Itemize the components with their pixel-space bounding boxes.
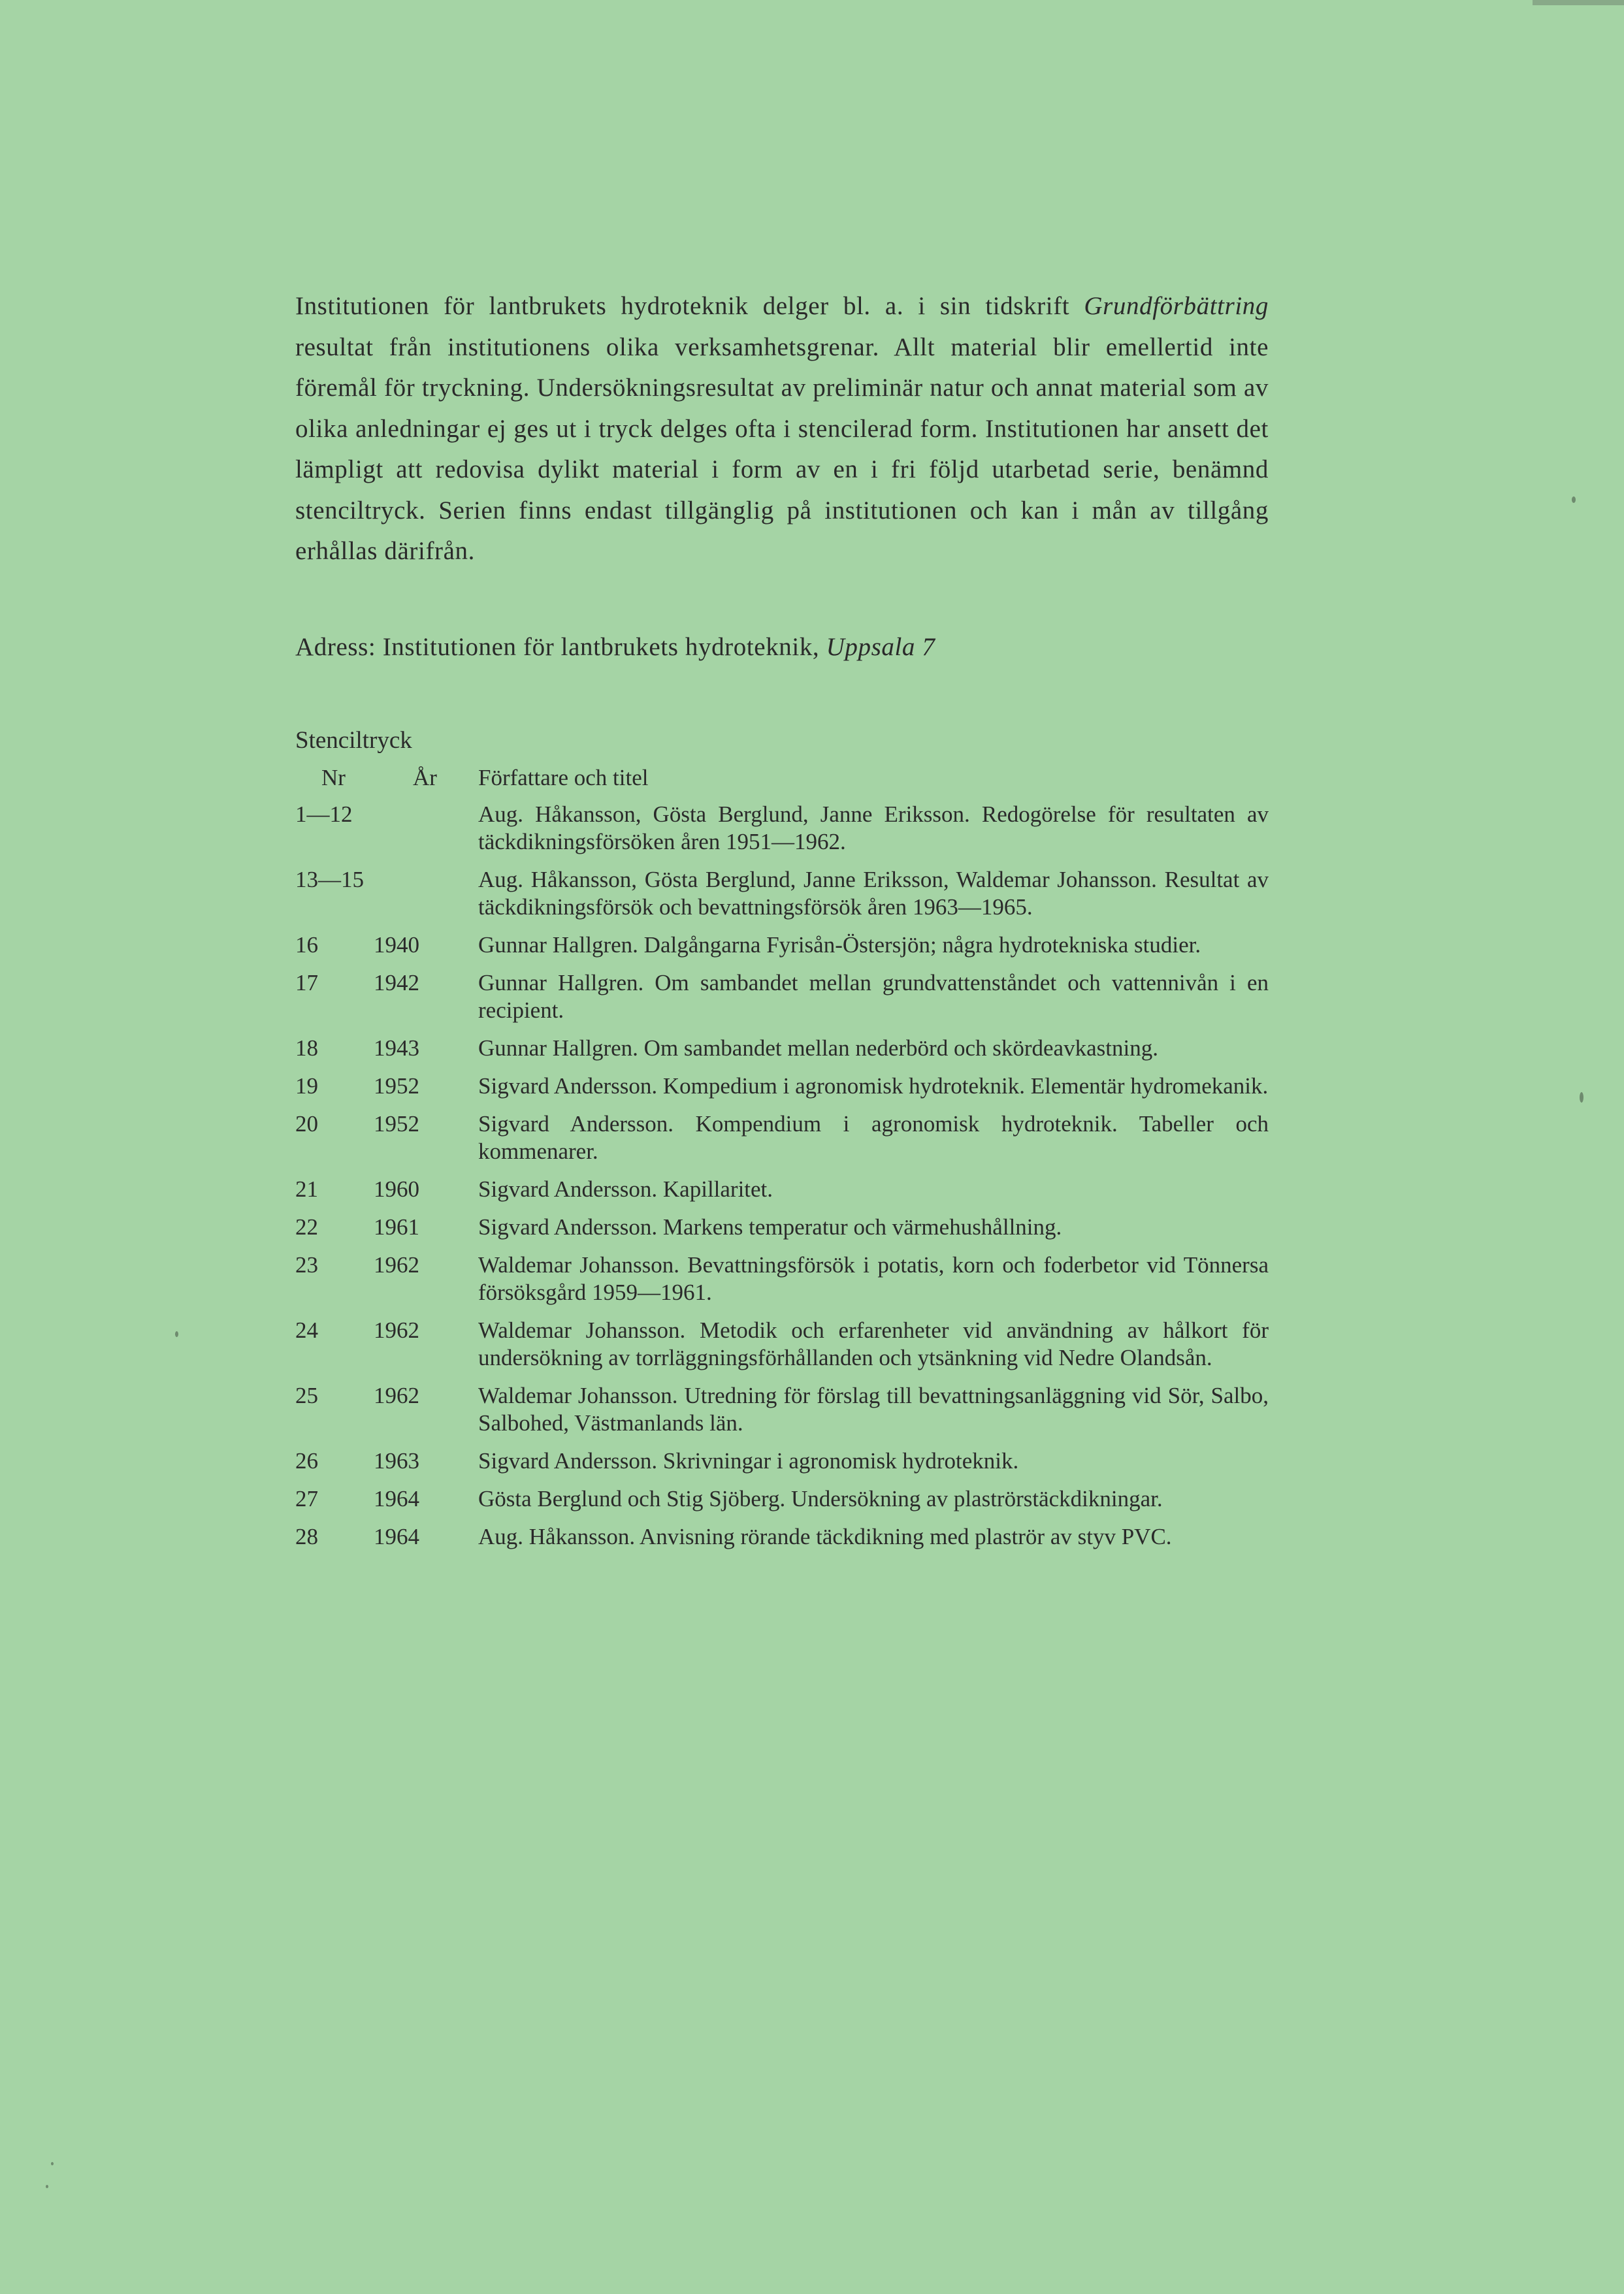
intro-text-start: Institutionen för lantbrukets hydroteknik delger bl. a. i sin tidskrift: [295, 292, 1084, 320]
item-text: Sigvard Andersson. Kompedium i agronomisk hydroteknik. Elementär hydromekanik.: [478, 1073, 1269, 1099]
list-item: [295, 1176, 1269, 1203]
item-nr: 28: [295, 1524, 318, 1549]
item-nr: 18: [295, 1035, 318, 1061]
list-item: [295, 866, 1269, 921]
item-text: Waldemar Johansson. Metodik och erfarenheter vid användning av hålkort för undersökning av torrläggningsförhållanden och ytsänkning vid Nedre Olandsån.: [478, 1317, 1269, 1370]
item-text: Gunnar Hallgren. Om sambandet mellan grundvattenståndet och vattennivån i en recipient.: [478, 970, 1269, 1023]
journal-title: Grundförbättring: [1084, 292, 1269, 320]
item-nr: 26: [295, 1448, 318, 1474]
item-nr: 24: [295, 1317, 318, 1343]
address-line: [295, 627, 1269, 668]
publication-list: [295, 764, 1269, 1561]
item-year: [374, 801, 478, 856]
list-item: [295, 1035, 1269, 1062]
item-text: Waldemar Johansson. Bevattningsförsök i potatis, korn och foderbetor vid Tönnersa försöksgård 1959—1961.: [478, 1252, 1269, 1305]
item-year: 1962: [374, 1252, 419, 1278]
scan-speck: [46, 2185, 48, 2188]
intro-text-rest: resultat från institutionens olika verksamhetsgrenar. Allt material blir emellertid inte föremål för tryckning. Undersökningsresultat av preliminär natur och annat material som av olika anledningar ej ges ut i tryck delges ofta i stencilerad form. Institutionen har ansett det lämpligt att redovisa dylikt material i form av en i fri följd utarbetad serie, benämnd stenciltryck. Serien finns endast tillgänglig på institutionen och kan i mån av tillgång erhållas därifrån.: [295, 332, 1269, 565]
item-year: 1964: [374, 1486, 419, 1511]
list-item: [295, 1214, 1269, 1241]
scan-speck: [1572, 496, 1576, 503]
item-nr: 22: [295, 1214, 318, 1240]
item-year: 1963: [374, 1448, 419, 1474]
item-text: Aug. Håkansson, Gösta Berglund, Janne Eriksson, Waldemar Johansson. Resultat av täckdikningsförsök och bevattningsförsök åren 1963—1965.: [478, 867, 1269, 920]
item-text: Waldemar Johansson. Utredning för förslag till bevattningsanläggning vid Sör, Salbo, Salbohed, Västmanlands län.: [478, 1383, 1269, 1436]
address-label: Adress: Institutionen för lantbrukets hydroteknik,: [295, 633, 826, 661]
item-year: [374, 866, 478, 921]
list-item: [295, 1523, 1269, 1551]
item-year: 1940: [374, 932, 419, 958]
item-nr: 19: [295, 1073, 318, 1099]
list-item: [295, 969, 1269, 1024]
scan-speck: [51, 2162, 54, 2165]
item-text: Sigvard Andersson. Markens temperatur och värmehushållning.: [478, 1214, 1062, 1240]
item-text: Gösta Berglund och Stig Sjöberg. Undersökning av plaströrstäckdikningar.: [478, 1486, 1163, 1511]
item-text: Sigvard Andersson. Kompendium i agronomisk hydroteknik. Tabeller och kommenarer.: [478, 1111, 1269, 1164]
address-city: Uppsala 7: [826, 633, 935, 661]
item-text: Aug. Håkansson, Gösta Berglund, Janne Eriksson. Redogörelse för resultaten av täckdikningsförsöken åren 1951—1962.: [478, 801, 1269, 854]
item-nr: 23: [295, 1252, 318, 1278]
list-item: [295, 1382, 1269, 1437]
list-item: [295, 931, 1269, 959]
item-text: Sigvard Andersson. Skrivningar i agronomisk hydroteknik.: [478, 1448, 1019, 1474]
item-year: 1952: [374, 1111, 419, 1137]
scan-speck: [175, 1331, 178, 1337]
item-year: 1952: [374, 1073, 419, 1099]
scan-edge-shadow: [1533, 0, 1624, 5]
item-year: 1964: [374, 1524, 419, 1549]
list-item: [295, 1252, 1269, 1306]
list-item: [295, 1317, 1269, 1372]
item-nr: 16: [295, 932, 318, 958]
item-nr: 1—12: [295, 801, 353, 827]
list-item: [295, 801, 1269, 856]
list-item: [295, 1447, 1269, 1475]
item-text: Gunnar Hallgren. Om sambandet mellan nederbörd och skördeavkastning.: [478, 1035, 1158, 1061]
series-title: Stenciltryck: [295, 727, 412, 754]
item-year: 1960: [374, 1176, 419, 1202]
item-year: 1961: [374, 1214, 419, 1240]
item-nr: 20: [295, 1111, 318, 1137]
item-nr: 13—15: [295, 867, 364, 892]
item-year: 1962: [374, 1317, 419, 1343]
item-text: Gunnar Hallgren. Dalgångarna Fyrisån-Östersjön; några hydrotekniska studier.: [478, 932, 1201, 958]
header-author-title: Författare och titel: [478, 765, 649, 790]
item-year: 1943: [374, 1035, 419, 1061]
item-year: 1962: [374, 1383, 419, 1408]
intro-paragraph: [295, 286, 1269, 572]
item-nr: 17: [295, 970, 318, 995]
item-nr: 25: [295, 1383, 318, 1408]
item-nr: 27: [295, 1486, 318, 1511]
list-item: [295, 1110, 1269, 1165]
list-header: [295, 764, 1269, 792]
item-text: Sigvard Andersson. Kapillaritet.: [478, 1176, 773, 1202]
item-nr: 21: [295, 1176, 318, 1202]
item-year: 1942: [374, 970, 419, 995]
list-item: [295, 1073, 1269, 1100]
item-text: Aug. Håkansson. Anvisning rörande täckdikning med plaströr av styv PVC.: [478, 1524, 1172, 1549]
list-item: [295, 1485, 1269, 1513]
header-nr: Nr: [321, 765, 346, 790]
header-year: År: [413, 765, 437, 790]
scan-speck: [1580, 1092, 1583, 1103]
